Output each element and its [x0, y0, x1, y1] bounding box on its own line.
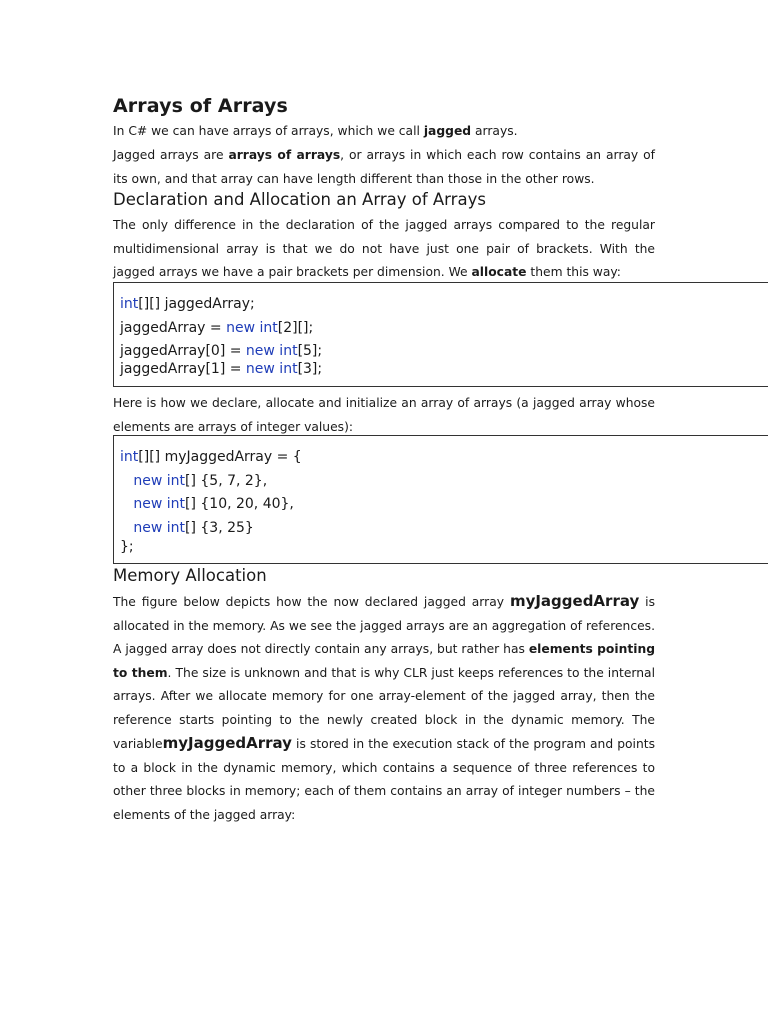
code-keyword: new int: [226, 320, 278, 336]
intro1-text-post: arrays.: [471, 124, 518, 138]
code-keyword: int: [120, 296, 139, 312]
code-line: [120, 343, 322, 359]
code-line: [120, 539, 134, 555]
code-line: [120, 520, 254, 536]
mem-text-4: is stored in the execution stack of the program and points to a block in the dynamic memory, which contains a sequence of three references to other three blocks in memory; each of them contains an array of integer numbers – the elements of the jagged array:: [113, 737, 655, 822]
code-line: [120, 361, 322, 377]
declaration-paragraph: [113, 214, 655, 285]
mem-bold: elements pointing to them: [113, 642, 655, 680]
code-indent: [120, 496, 133, 512]
decl-text-pre: The only difference in the declaration of the jagged arrays compared to the regular multidimensional array is that we do not have just one pair of brackets. With the jagged arrays we have a pair brackets per dimension. We: [113, 218, 655, 279]
code-keyword: new int: [133, 473, 185, 489]
code-text: jaggedArray =: [120, 320, 227, 336]
decl-bold: allocate: [471, 265, 527, 279]
intro-paragraph-2: [113, 144, 655, 191]
code-line: [120, 296, 255, 312]
initialization-paragraph: Here is how we declare, allocate and initialize an array of arrays (a jagged array whose elements are arrays of integer values):: [113, 396, 655, 434]
code-block-initialization: [113, 435, 768, 564]
code-text: [][] jaggedArray;: [138, 296, 255, 312]
code-text: };: [120, 539, 134, 555]
mem-variable-2: myJaggedArray: [162, 734, 292, 752]
intro-paragraph-1: [113, 120, 655, 144]
code-text: [][] myJaggedArray = {: [138, 449, 302, 465]
code-text: [3];: [297, 361, 323, 377]
code-line: [120, 320, 313, 336]
page-title: Arrays of Arrays: [113, 95, 288, 117]
mem-text-1: The figure below depicts how the now declared jagged array: [113, 595, 510, 609]
intro2-bold: arrays of arrays: [228, 148, 341, 162]
code-keyword: new int: [133, 520, 185, 536]
code-keyword: new int: [133, 496, 185, 512]
code-line: [120, 449, 302, 465]
intro1-bold: jagged: [423, 124, 472, 138]
code-text: [] {10, 20, 40},: [185, 496, 294, 512]
code-keyword: int: [120, 449, 139, 465]
code-text: [2][];: [277, 320, 314, 336]
intro2-text-pre: Jagged arrays are: [113, 148, 229, 162]
code-line: [120, 496, 294, 512]
code-keyword: new int: [245, 361, 298, 377]
code-block-allocation: [113, 282, 768, 387]
declaration-heading: Declaration and Allocation an Array of Arrays: [113, 190, 486, 209]
memory-heading: Memory Allocation: [113, 566, 267, 585]
code-text: [] {5, 7, 2},: [185, 473, 268, 489]
code-text: jaggedArray[1] =: [120, 361, 246, 377]
decl-text-post: them this way:: [526, 265, 621, 279]
memory-paragraph: [113, 590, 655, 827]
mem-variable-1: myJaggedArray: [509, 592, 640, 610]
mem-text-3: . The size is unknown and that is why CLR just keeps references to the internal arrays. After we allocate memory for one array-element of the jagged array, then the reference starts pointing to the newly created block in the dynamic memory. The variable: [113, 665, 655, 751]
code-text: [] {3, 25}: [185, 520, 254, 536]
intro1-text-pre: In C# we can have arrays of arrays, which we call: [113, 124, 424, 138]
intro2-text-post: , or arrays in which each row contains an array of its own, and that array can have length different than those in the other rows.: [113, 148, 655, 186]
mem-text-2: is allocated in the memory. As we see the jagged arrays are an aggregation of references. A jagged array does not directly contain any arrays, but rather has: [113, 595, 656, 656]
code-indent: [120, 473, 133, 489]
code-text: jaggedArray[0] =: [120, 343, 246, 359]
code-line: [120, 473, 267, 489]
code-indent: [120, 520, 133, 536]
code-keyword: new int: [245, 343, 298, 359]
code-text: [5];: [297, 343, 323, 359]
